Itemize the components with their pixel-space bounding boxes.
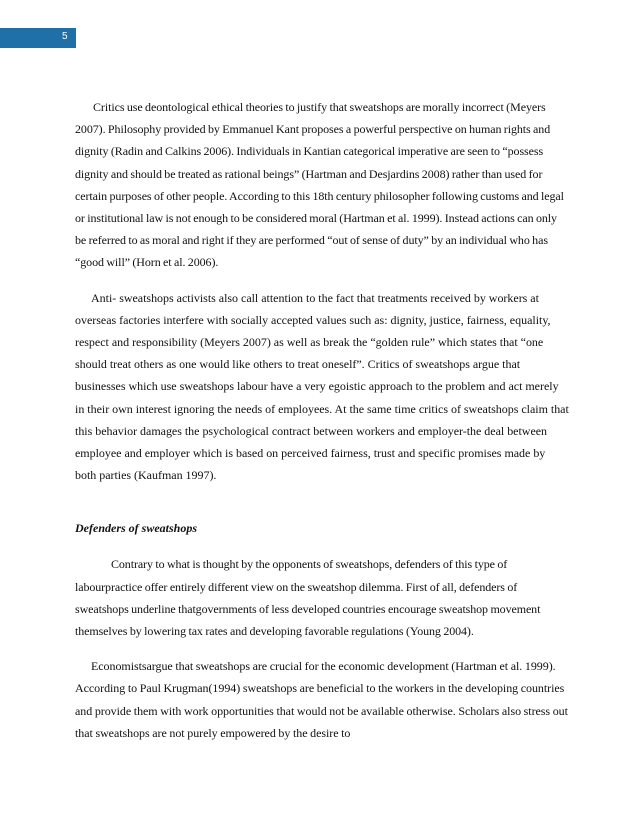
page-number: 5: [62, 31, 68, 42]
paragraph-deontological-critics: Critics use deontological ethical theories to justify that sweatshops are morally incorrect (Meyers 2007). Philosophy provided by Emmanuel Kant proposes a powerful perspective on human rights and dignity (Radin and Calkins 2006). Individuals in Kantian categorical imperative are seen to “possess dignity and should be treated as rational beings” (Hartman and Desjardins 2008) rather than used for certain purposes of other people. According to this 18th century philosopher following customs and legal or institutional law is not enough to be considered moral (Hartman et al. 1999). Instead actions can only be referred to as moral and right if they are performed “out of sense of duty” by an individual who has “good will” (Horn et al. 2006).: [75, 100, 564, 270]
section-heading-defenders: Defenders of sweatshops: [75, 521, 197, 536]
document-body: [75, 96, 569, 744]
paragraph-anti-sweatshop-activists: Anti- sweatshops activists also call attention to the fact that treatments received by workers at overseas factories interfere with socially accepted values such as: dignity, justice, fairness, equality, respect and responsibility (Meyers 2007) as well as break the “golden rule” which states that “one should treat others as one would like others to treat oneself”. Critics of sweatshops argue that businesses which use sweatshops labour have a very egoistic approach to the problem and act merely in their own interest ignoring the needs of employees. At the same time critics of sweatshops claim that this behavior damages the psychological contract between workers and employer-the deal between employee and employer which is based on perceived fairness, trust and specific promises made by both parties (Kaufman 1997).: [75, 290, 569, 483]
paragraph-economists: Economistsargue that sweatshops are crucial for the economic development (Hartman et al. 1999). According to Paul Krugman(1994) sweatshops are beneficial to the workers in the developing countries and provide them with work opportunities that would not be available otherwise. Scholars also stress out that sweatshops are not purely empowered by the desire to: [75, 659, 568, 740]
paragraph-defenders-contrary: Contrary to what is thought by the opponents of sweatshops, defenders of this type of labourpractice offer entirely different view on the sweatshop dilemma. First of all, defenders of sweatshops underline thatgovernments of less developed countries encourage sweatshop movement themselves by lowering tax rates and developing favorable regulations (Young 2004).: [75, 557, 541, 639]
